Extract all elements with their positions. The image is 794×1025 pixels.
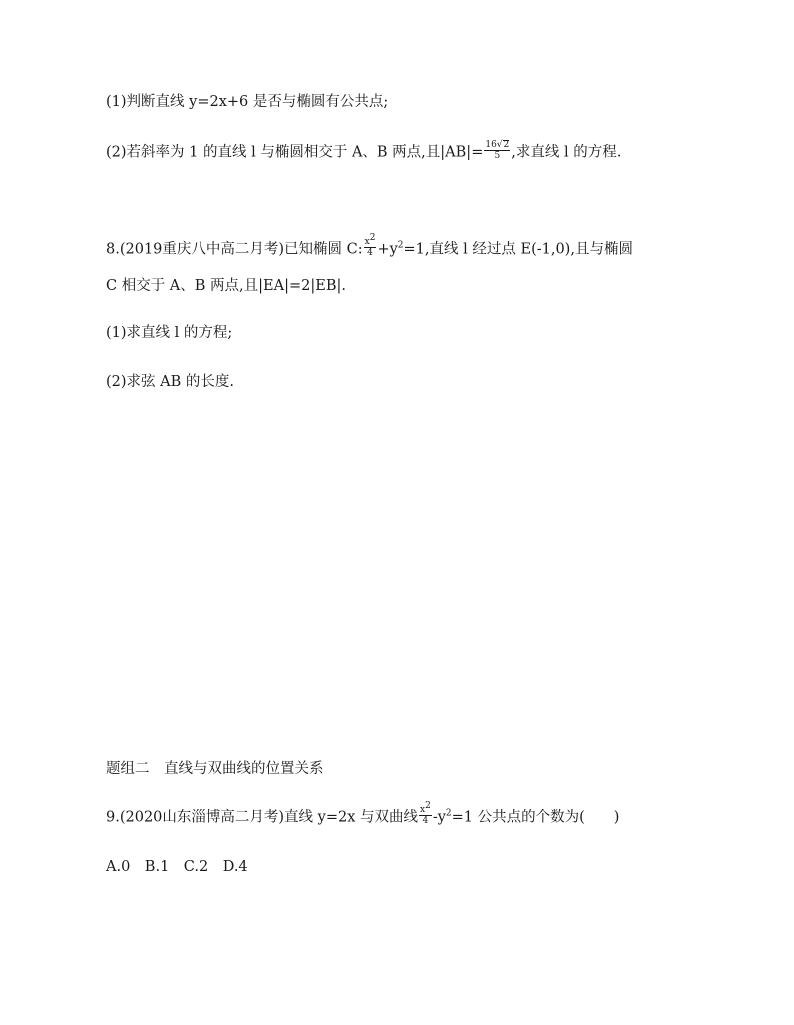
problem-7-part-2-before: (2)若斜率为 1 的直线 l 与椭圆相交于 A、B 两点,且|AB|= — [106, 144, 484, 161]
problem-9-options — [106, 857, 248, 877]
ellipse-x-fraction — [364, 233, 377, 258]
problem-7-part-1 — [106, 92, 388, 112]
problem-9-after: =1 公共点的个数为( ) — [451, 809, 620, 826]
problem-8-intro-mid: +y — [377, 241, 398, 258]
problem-9-before: 9.(2020山东淄博高二月考)直线 y=2x 与双曲线 — [106, 809, 419, 826]
problem-8-part-1 — [106, 323, 232, 343]
problem-9-options-text: A.0 B.1 C.2 D.4 — [106, 859, 248, 875]
problem-9-question — [106, 801, 620, 828]
hyperbola-x-numerator — [419, 801, 432, 816]
problem-9-y-exp: 2 — [445, 808, 452, 819]
problem-8-part-1-text: (1)求直线 l 的方程; — [106, 325, 233, 341]
problem-9-mid: -y — [432, 809, 446, 826]
ab-length-denominator: 5 — [494, 151, 501, 161]
ellipse-x-denominator: 4 — [367, 248, 373, 258]
problem-8-y-exp: 2 — [397, 240, 404, 251]
ab-length-fraction — [484, 140, 510, 161]
ellipse-x-exp: 2 — [369, 233, 376, 243]
section-heading — [106, 759, 324, 779]
problem-8-part-2 — [106, 372, 234, 392]
problem-7-part-1-text: (1)判断直线 y=2x+6 是否与椭圆有公共点; — [106, 94, 389, 110]
ab-length-coef: 16 — [485, 140, 497, 150]
ab-length-numerator: 16√2 — [485, 140, 510, 150]
hyperbola-x-fraction — [419, 801, 432, 826]
problem-7-part-2-after: ,求直线 l 的方程. — [511, 144, 622, 161]
hyperbola-x-denominator: 4 — [422, 816, 429, 826]
hyperbola-x-exp: 2 — [425, 801, 431, 811]
ellipse-x-var: x — [364, 237, 370, 247]
problem-8-intro-before: 8.(2019重庆八中高二月考)已知椭圆 C: — [106, 241, 363, 258]
problem-8-part-2-text: (2)求弦 AB 的长度. — [106, 374, 234, 390]
problem-8-intro — [106, 233, 633, 260]
hyperbola-x-var: x — [420, 805, 426, 815]
section-heading-text: 题组二 直线与双曲线的位置关系 — [106, 761, 324, 777]
problem-8-intro-after: =1,直线 l 经过点 E(-1,0),且与椭圆 — [403, 241, 633, 258]
problem-8-line-2-text: C 相交于 A、B 两点,且|EA|=2|EB|. — [106, 278, 346, 294]
problem-7-part-2 — [106, 142, 621, 163]
ab-length-radicand: 2 — [503, 140, 510, 150]
ellipse-x-numerator — [364, 233, 377, 248]
problem-8-line-2 — [106, 276, 346, 296]
